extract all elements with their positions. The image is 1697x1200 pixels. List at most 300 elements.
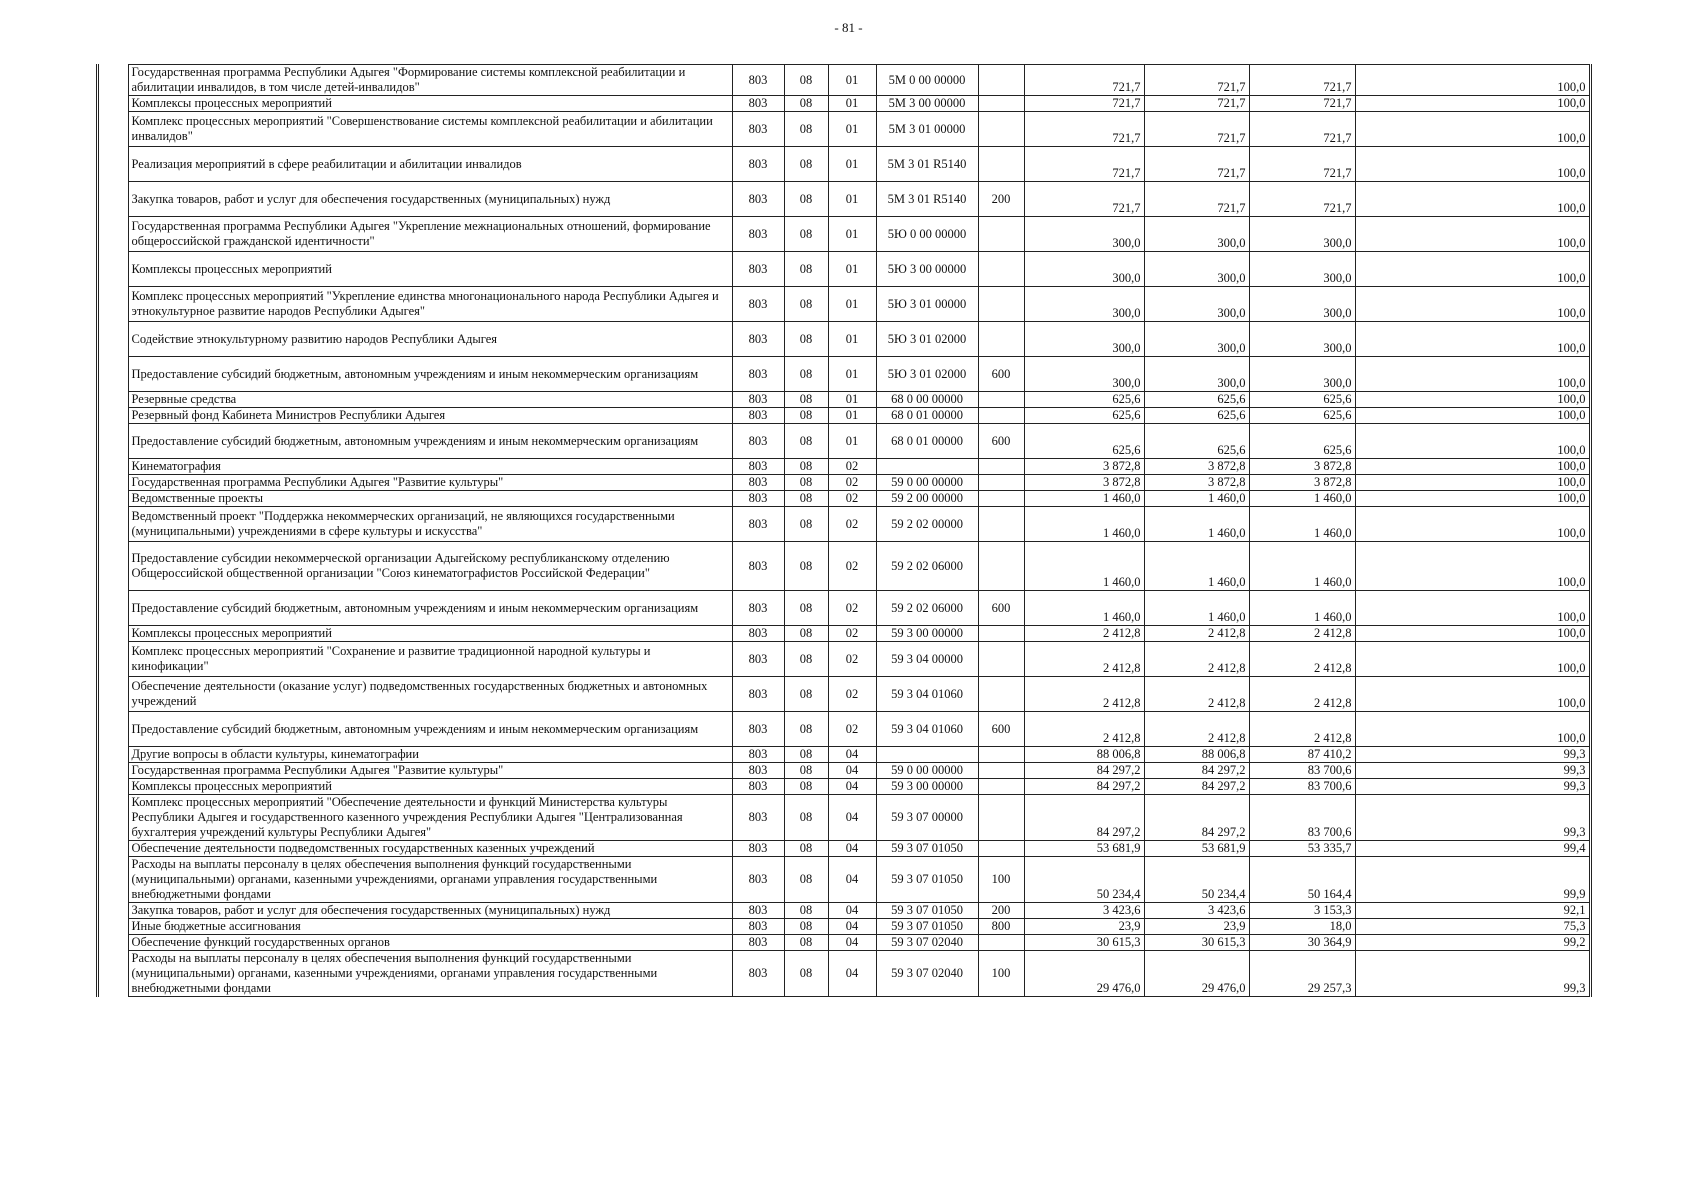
cell-refined: 300,0 — [1144, 322, 1249, 357]
cell-percent: 100,0 — [1355, 542, 1589, 591]
cell-executed: 2 412,8 — [1249, 642, 1355, 677]
table-row — [99, 677, 1589, 712]
cell-name: Расходы на выплаты персоналу в целях обеспечения выполнения функций государственными (муниципальными) органами, казенными учреждениями, органами управления государственными внебюджетными фондами — [128, 951, 732, 997]
cell-subsection: 02 — [828, 626, 876, 642]
cell-ved: 803 — [732, 507, 784, 542]
cell-name: Кинематография — [128, 459, 732, 475]
cell-executed: 721,7 — [1249, 96, 1355, 112]
row-margin — [99, 96, 128, 112]
cell-name: Комплексы процессных мероприятий — [128, 779, 732, 795]
cell-expense-type — [978, 322, 1024, 357]
table-row — [99, 287, 1589, 322]
cell-approved: 300,0 — [1024, 252, 1144, 287]
cell-refined: 23,9 — [1144, 919, 1249, 935]
cell-expense-type — [978, 747, 1024, 763]
cell-approved: 300,0 — [1024, 287, 1144, 322]
cell-name: Государственная программа Республики Адыгея "Развитие культуры" — [128, 475, 732, 491]
cell-section: 08 — [784, 112, 828, 147]
cell-ved: 803 — [732, 951, 784, 997]
cell-refined: 30 615,3 — [1144, 935, 1249, 951]
cell-percent: 100,0 — [1355, 322, 1589, 357]
cell-ved: 803 — [732, 147, 784, 182]
cell-section: 08 — [784, 712, 828, 747]
cell-executed: 625,6 — [1249, 392, 1355, 408]
cell-target-article: 59 3 04 01060 — [876, 712, 978, 747]
cell-subsection: 01 — [828, 96, 876, 112]
cell-target-article: 5Ю 3 01 00000 — [876, 287, 978, 322]
cell-section: 08 — [784, 475, 828, 491]
cell-percent: 99,3 — [1355, 779, 1589, 795]
cell-executed: 30 364,9 — [1249, 935, 1355, 951]
cell-section: 08 — [784, 841, 828, 857]
cell-percent: 100,0 — [1355, 182, 1589, 217]
cell-target-article — [876, 459, 978, 475]
cell-name: Закупка товаров, работ и услуг для обеспечения государственных (муниципальных) нужд — [128, 182, 732, 217]
row-margin — [99, 747, 128, 763]
table-row — [99, 542, 1589, 591]
cell-approved: 625,6 — [1024, 392, 1144, 408]
cell-name: Обеспечение функций государственных органов — [128, 935, 732, 951]
cell-refined: 88 006,8 — [1144, 747, 1249, 763]
cell-subsection: 01 — [828, 408, 876, 424]
table-row — [99, 112, 1589, 147]
cell-refined: 721,7 — [1144, 182, 1249, 217]
cell-refined: 1 460,0 — [1144, 491, 1249, 507]
cell-refined: 3 872,8 — [1144, 459, 1249, 475]
row-margin — [99, 903, 128, 919]
cell-ved: 803 — [732, 96, 784, 112]
cell-subsection: 01 — [828, 65, 876, 96]
cell-approved: 30 615,3 — [1024, 935, 1144, 951]
cell-name: Ведомственные проекты — [128, 491, 732, 507]
table-row — [99, 147, 1589, 182]
row-margin — [99, 779, 128, 795]
cell-section: 08 — [784, 795, 828, 841]
cell-subsection: 01 — [828, 357, 876, 392]
cell-executed: 721,7 — [1249, 182, 1355, 217]
cell-subsection: 04 — [828, 935, 876, 951]
cell-percent: 100,0 — [1355, 357, 1589, 392]
cell-expense-type — [978, 408, 1024, 424]
cell-section: 08 — [784, 919, 828, 935]
cell-section: 08 — [784, 677, 828, 712]
cell-approved: 29 476,0 — [1024, 951, 1144, 997]
cell-percent: 100,0 — [1355, 507, 1589, 542]
cell-refined: 2 412,8 — [1144, 677, 1249, 712]
cell-subsection: 04 — [828, 747, 876, 763]
cell-target-article — [876, 747, 978, 763]
table-row — [99, 96, 1589, 112]
cell-expense-type: 600 — [978, 712, 1024, 747]
table-row — [99, 642, 1589, 677]
row-margin — [99, 763, 128, 779]
cell-approved: 84 297,2 — [1024, 763, 1144, 779]
row-margin — [99, 542, 128, 591]
cell-ved: 803 — [732, 408, 784, 424]
cell-ved: 803 — [732, 642, 784, 677]
cell-ved: 803 — [732, 763, 784, 779]
cell-approved: 1 460,0 — [1024, 491, 1144, 507]
cell-target-article: 59 3 04 01060 — [876, 677, 978, 712]
cell-ved: 803 — [732, 591, 784, 626]
cell-expense-type — [978, 147, 1024, 182]
table-row — [99, 392, 1589, 408]
cell-section: 08 — [784, 542, 828, 591]
table-row — [99, 857, 1589, 903]
cell-approved: 721,7 — [1024, 65, 1144, 96]
cell-subsection: 01 — [828, 252, 876, 287]
cell-executed: 300,0 — [1249, 322, 1355, 357]
cell-expense-type: 200 — [978, 903, 1024, 919]
cell-section: 08 — [784, 935, 828, 951]
cell-approved: 300,0 — [1024, 357, 1144, 392]
cell-section: 08 — [784, 903, 828, 919]
cell-executed: 300,0 — [1249, 217, 1355, 252]
row-margin — [99, 392, 128, 408]
page-number: - 81 - — [834, 20, 863, 35]
cell-name: Обеспечение деятельности (оказание услуг) подведомственных государственных бюджетных и автономных учреждений — [128, 677, 732, 712]
row-margin — [99, 424, 128, 459]
cell-section: 08 — [784, 65, 828, 96]
cell-ved: 803 — [732, 919, 784, 935]
cell-section: 08 — [784, 763, 828, 779]
cell-target-article: 59 3 07 01050 — [876, 841, 978, 857]
cell-target-article: 59 2 02 00000 — [876, 507, 978, 542]
cell-refined: 3 423,6 — [1144, 903, 1249, 919]
cell-approved: 50 234,4 — [1024, 857, 1144, 903]
cell-target-article: 59 3 07 01050 — [876, 903, 978, 919]
cell-refined: 50 234,4 — [1144, 857, 1249, 903]
cell-name: Государственная программа Республики Адыгея "Формирование системы комплексной реабилитации и абилитации инвалидов, в том числе детей-инвалидов" — [128, 65, 732, 96]
row-margin — [99, 626, 128, 642]
table-body — [99, 65, 1589, 997]
cell-target-article: 5Ю 3 01 02000 — [876, 357, 978, 392]
cell-executed: 1 460,0 — [1249, 591, 1355, 626]
cell-expense-type: 600 — [978, 591, 1024, 626]
row-margin — [99, 642, 128, 677]
table-row — [99, 919, 1589, 935]
row-margin — [99, 252, 128, 287]
table-row — [99, 217, 1589, 252]
table-row — [99, 841, 1589, 857]
cell-percent: 99,3 — [1355, 795, 1589, 841]
cell-target-article: 59 2 02 06000 — [876, 591, 978, 626]
cell-executed: 3 872,8 — [1249, 459, 1355, 475]
row-margin — [99, 408, 128, 424]
cell-name: Предоставление субсидий бюджетным, автономным учреждениям и иным некоммерческим организациям — [128, 591, 732, 626]
cell-executed: 29 257,3 — [1249, 951, 1355, 997]
cell-executed: 83 700,6 — [1249, 763, 1355, 779]
row-margin — [99, 935, 128, 951]
cell-subsection: 01 — [828, 322, 876, 357]
cell-target-article: 5Ю 3 00 00000 — [876, 252, 978, 287]
row-margin — [99, 217, 128, 252]
cell-subsection: 04 — [828, 903, 876, 919]
cell-percent: 100,0 — [1355, 147, 1589, 182]
table-row — [99, 182, 1589, 217]
cell-approved: 23,9 — [1024, 919, 1144, 935]
row-margin — [99, 857, 128, 903]
cell-executed: 87 410,2 — [1249, 747, 1355, 763]
cell-section: 08 — [784, 507, 828, 542]
row-margin — [99, 357, 128, 392]
cell-percent: 99,9 — [1355, 857, 1589, 903]
cell-ved: 803 — [732, 712, 784, 747]
cell-ved: 803 — [732, 287, 784, 322]
cell-ved: 803 — [732, 491, 784, 507]
cell-expense-type — [978, 459, 1024, 475]
cell-refined: 2 412,8 — [1144, 642, 1249, 677]
cell-refined: 300,0 — [1144, 252, 1249, 287]
table-row — [99, 626, 1589, 642]
cell-name: Резервные средства — [128, 392, 732, 408]
cell-expense-type: 800 — [978, 919, 1024, 935]
cell-subsection: 01 — [828, 287, 876, 322]
cell-section: 08 — [784, 147, 828, 182]
cell-name: Комплексы процессных мероприятий — [128, 252, 732, 287]
table-row — [99, 357, 1589, 392]
cell-executed: 300,0 — [1249, 252, 1355, 287]
cell-executed: 2 412,8 — [1249, 626, 1355, 642]
cell-refined: 721,7 — [1144, 65, 1249, 96]
cell-expense-type — [978, 475, 1024, 491]
cell-executed: 83 700,6 — [1249, 795, 1355, 841]
cell-section: 08 — [784, 424, 828, 459]
cell-name: Комплекс процессных мероприятий "Сохранение и развитие традиционной народной культуры и кинофикации" — [128, 642, 732, 677]
cell-executed: 3 872,8 — [1249, 475, 1355, 491]
cell-section: 08 — [784, 642, 828, 677]
cell-ved: 803 — [732, 357, 784, 392]
cell-percent: 100,0 — [1355, 459, 1589, 475]
cell-expense-type — [978, 779, 1024, 795]
cell-subsection: 02 — [828, 491, 876, 507]
row-margin — [99, 182, 128, 217]
cell-approved: 300,0 — [1024, 217, 1144, 252]
cell-section: 08 — [784, 252, 828, 287]
cell-approved: 1 460,0 — [1024, 507, 1144, 542]
cell-subsection: 02 — [828, 475, 876, 491]
cell-expense-type — [978, 392, 1024, 408]
cell-target-article: 59 3 07 02040 — [876, 951, 978, 997]
cell-refined: 84 297,2 — [1144, 795, 1249, 841]
cell-percent: 100,0 — [1355, 475, 1589, 491]
cell-ved: 803 — [732, 475, 784, 491]
cell-percent: 100,0 — [1355, 677, 1589, 712]
cell-name: Комплексы процессных мероприятий — [128, 96, 732, 112]
cell-refined: 300,0 — [1144, 287, 1249, 322]
cell-name: Комплекс процессных мероприятий "Обеспечение деятельности и функций Министерства культуры Республики Адыгея и государственного казенного учреждения Республики Адыгея "Централизованная бухгалтерия учреждений культуры Республики Адыгея" — [128, 795, 732, 841]
cell-name: Комплекс процессных мероприятий "Совершенствование системы комплексной реабилитации и абилитации инвалидов" — [128, 112, 732, 147]
cell-expense-type: 600 — [978, 357, 1024, 392]
cell-approved: 84 297,2 — [1024, 779, 1144, 795]
cell-percent: 100,0 — [1355, 491, 1589, 507]
cell-section: 08 — [784, 217, 828, 252]
cell-percent: 99,2 — [1355, 935, 1589, 951]
cell-subsection: 04 — [828, 951, 876, 997]
cell-section: 08 — [784, 857, 828, 903]
cell-refined: 625,6 — [1144, 408, 1249, 424]
cell-executed: 721,7 — [1249, 65, 1355, 96]
cell-section: 08 — [784, 747, 828, 763]
cell-percent: 100,0 — [1355, 408, 1589, 424]
row-margin — [99, 712, 128, 747]
cell-executed: 625,6 — [1249, 408, 1355, 424]
cell-subsection: 01 — [828, 147, 876, 182]
cell-subsection: 01 — [828, 217, 876, 252]
cell-executed: 721,7 — [1249, 147, 1355, 182]
cell-subsection: 01 — [828, 182, 876, 217]
cell-name: Содействие этнокультурному развитию народов Республики Адыгея — [128, 322, 732, 357]
cell-subsection: 02 — [828, 642, 876, 677]
cell-subsection: 04 — [828, 841, 876, 857]
cell-approved: 3 423,6 — [1024, 903, 1144, 919]
budget-table — [99, 64, 1590, 997]
cell-name: Реализация мероприятий в сфере реабилитации и абилитации инвалидов — [128, 147, 732, 182]
cell-section: 08 — [784, 591, 828, 626]
cell-ved: 803 — [732, 65, 784, 96]
cell-expense-type — [978, 677, 1024, 712]
cell-name: Резервный фонд Кабинета Министров Республики Адыгея — [128, 408, 732, 424]
cell-name: Другие вопросы в области культуры, кинематографии — [128, 747, 732, 763]
cell-approved: 53 681,9 — [1024, 841, 1144, 857]
cell-subsection: 04 — [828, 919, 876, 935]
cell-approved: 2 412,8 — [1024, 642, 1144, 677]
table-row — [99, 779, 1589, 795]
cell-expense-type — [978, 626, 1024, 642]
cell-subsection: 01 — [828, 112, 876, 147]
cell-expense-type — [978, 642, 1024, 677]
row-margin — [99, 507, 128, 542]
row-margin — [99, 951, 128, 997]
cell-refined: 3 872,8 — [1144, 475, 1249, 491]
cell-refined: 721,7 — [1144, 96, 1249, 112]
cell-ved: 803 — [732, 252, 784, 287]
cell-section: 08 — [784, 626, 828, 642]
cell-percent: 100,0 — [1355, 626, 1589, 642]
row-margin — [99, 287, 128, 322]
cell-ved: 803 — [732, 795, 784, 841]
table-row — [99, 507, 1589, 542]
cell-expense-type — [978, 795, 1024, 841]
cell-section: 08 — [784, 459, 828, 475]
cell-executed: 1 460,0 — [1249, 542, 1355, 591]
cell-expense-type: 100 — [978, 951, 1024, 997]
table-row — [99, 951, 1589, 997]
row-margin — [99, 475, 128, 491]
cell-refined: 625,6 — [1144, 424, 1249, 459]
cell-target-article: 59 3 07 02040 — [876, 935, 978, 951]
cell-name: Комплексы процессных мероприятий — [128, 626, 732, 642]
cell-ved: 803 — [732, 459, 784, 475]
row-margin — [99, 322, 128, 357]
cell-expense-type — [978, 252, 1024, 287]
cell-approved: 625,6 — [1024, 424, 1144, 459]
cell-name: Предоставление субсидий бюджетным, автономным учреждениям и иным некоммерческим организациям — [128, 424, 732, 459]
cell-name: Ведомственный проект "Поддержка некоммерческих организаций, не являющихся государственными (муниципальными) учреждениями в сфере культуры и искусства" — [128, 507, 732, 542]
cell-section: 08 — [784, 357, 828, 392]
cell-ved: 803 — [732, 857, 784, 903]
cell-target-article: 59 3 07 01050 — [876, 919, 978, 935]
cell-target-article: 5Ю 0 00 00000 — [876, 217, 978, 252]
cell-percent: 99,3 — [1355, 951, 1589, 997]
cell-approved: 1 460,0 — [1024, 542, 1144, 591]
cell-ved: 803 — [732, 903, 784, 919]
table-row — [99, 408, 1589, 424]
cell-executed: 2 412,8 — [1249, 712, 1355, 747]
cell-percent: 100,0 — [1355, 392, 1589, 408]
cell-approved: 88 006,8 — [1024, 747, 1144, 763]
cell-percent: 100,0 — [1355, 112, 1589, 147]
cell-subsection: 02 — [828, 591, 876, 626]
row-margin — [99, 65, 128, 96]
table-row — [99, 459, 1589, 475]
cell-ved: 803 — [732, 424, 784, 459]
cell-section: 08 — [784, 779, 828, 795]
cell-refined: 721,7 — [1144, 147, 1249, 182]
cell-target-article: 5М 0 00 00000 — [876, 65, 978, 96]
cell-expense-type — [978, 65, 1024, 96]
cell-target-article: 59 2 00 00000 — [876, 491, 978, 507]
cell-name: Государственная программа Республики Адыгея "Развитие культуры" — [128, 763, 732, 779]
cell-target-article: 68 0 01 00000 — [876, 424, 978, 459]
cell-section: 08 — [784, 408, 828, 424]
table-row — [99, 747, 1589, 763]
cell-target-article: 5Ю 3 01 02000 — [876, 322, 978, 357]
cell-name: Обеспечение деятельности подведомственных государственных казенных учреждений — [128, 841, 732, 857]
cell-refined: 1 460,0 — [1144, 591, 1249, 626]
budget-table-frame — [96, 64, 1592, 997]
cell-subsection: 04 — [828, 779, 876, 795]
cell-expense-type — [978, 96, 1024, 112]
cell-executed: 625,6 — [1249, 424, 1355, 459]
cell-refined: 84 297,2 — [1144, 763, 1249, 779]
cell-target-article: 68 0 00 00000 — [876, 392, 978, 408]
cell-percent: 100,0 — [1355, 287, 1589, 322]
cell-target-article: 59 0 00 00000 — [876, 475, 978, 491]
cell-refined: 625,6 — [1144, 392, 1249, 408]
cell-subsection: 04 — [828, 763, 876, 779]
cell-percent: 99,4 — [1355, 841, 1589, 857]
table-row — [99, 935, 1589, 951]
cell-subsection: 01 — [828, 392, 876, 408]
cell-percent: 99,3 — [1355, 747, 1589, 763]
cell-approved: 3 872,8 — [1024, 475, 1144, 491]
cell-percent: 75,3 — [1355, 919, 1589, 935]
row-margin — [99, 795, 128, 841]
cell-refined: 2 412,8 — [1144, 626, 1249, 642]
row-margin — [99, 591, 128, 626]
table-row — [99, 491, 1589, 507]
cell-section: 08 — [784, 96, 828, 112]
cell-approved: 300,0 — [1024, 322, 1144, 357]
cell-ved: 803 — [732, 322, 784, 357]
cell-percent: 100,0 — [1355, 252, 1589, 287]
cell-subsection: 04 — [828, 795, 876, 841]
cell-executed: 2 412,8 — [1249, 677, 1355, 712]
cell-ved: 803 — [732, 779, 784, 795]
cell-subsection: 04 — [828, 857, 876, 903]
cell-subsection: 02 — [828, 459, 876, 475]
cell-percent: 100,0 — [1355, 642, 1589, 677]
cell-percent: 100,0 — [1355, 424, 1589, 459]
cell-name: Предоставление субсидии некоммерческой организации Адыгейскому республиканскому отделению Общероссийской общественной организации "Союз кинематографистов Российской Федерации" — [128, 542, 732, 591]
cell-approved: 3 872,8 — [1024, 459, 1144, 475]
cell-percent: 92,1 — [1355, 903, 1589, 919]
cell-ved: 803 — [732, 841, 784, 857]
cell-refined: 2 412,8 — [1144, 712, 1249, 747]
cell-section: 08 — [784, 951, 828, 997]
cell-target-article: 5М 3 01 R5140 — [876, 182, 978, 217]
